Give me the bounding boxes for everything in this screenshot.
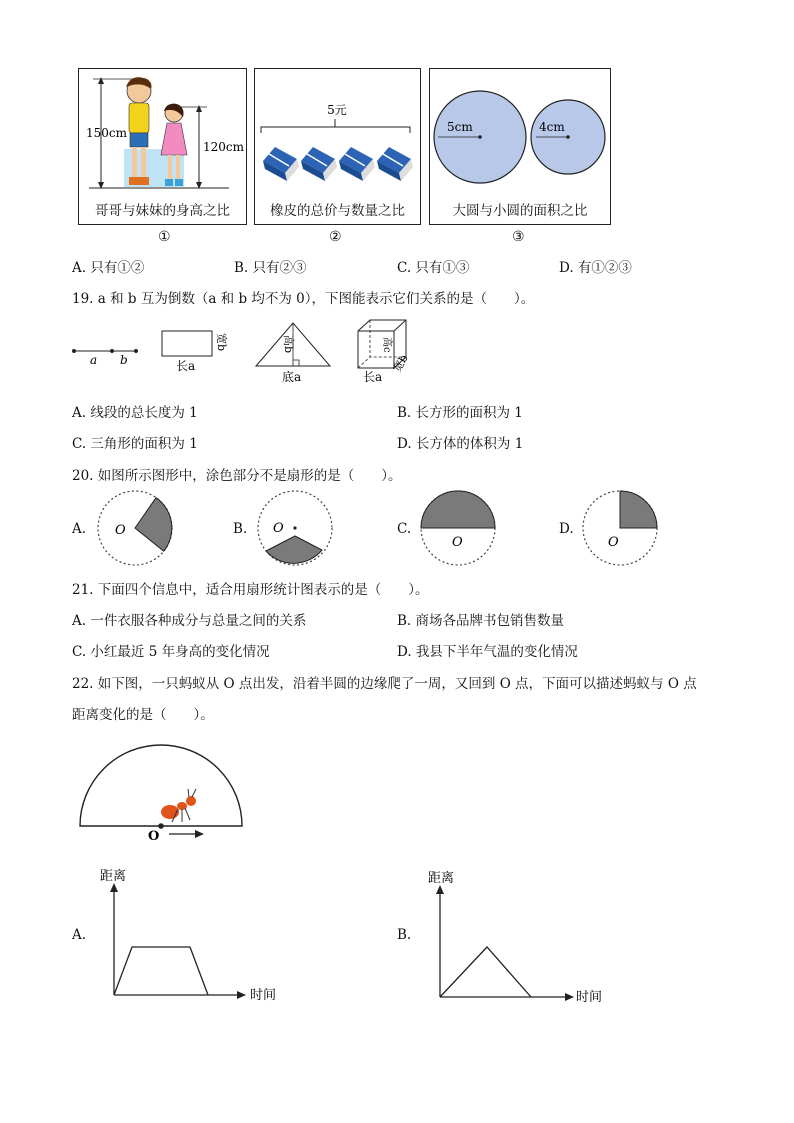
semicircle-figure [74,740,249,845]
graph-a-xlabel: 时间 [250,988,277,1003]
eraser-icon [301,147,337,181]
caption-2: 橡皮的总价与数量之比 [270,203,405,219]
q20-option-c[interactable]: C. [397,521,412,537]
q21-option-d[interactable]: D. 我县下半年气温的变化情况 [397,644,578,660]
figure-number-1: ① [158,229,171,245]
q19-option-b[interactable]: B. 长方形的面积为 1 [397,405,523,421]
q22-stem-line2: 距离变化的是（ ）。 [72,707,214,723]
radius-label-1: 5cm [447,120,473,134]
radius-label-2: 4cm [539,120,565,134]
q21-option-c[interactable]: C. 小红最近 5 年身高的变化情况 [72,644,270,660]
ant-icon [161,789,196,822]
q22-stem-line1: 22. 如下图，一只蚂蚁从 O 点出发，沿着半圆的边缘爬了一周，又回到 O 点，下面可以描述蚂蚁与 O 点 [72,676,697,692]
q20-figure-d [577,488,667,568]
q21-option-a[interactable]: A. 一件衣服各种成分与总量之间的关系 [72,613,307,629]
graph-a [96,864,286,1014]
q19-stem: 19. a 和 b 互为倒数（a 和 b 均不为 0），下图能表示它们关系的是（ ）。 [72,291,535,307]
center-label: O [608,535,619,550]
q20-option-a[interactable]: A. [72,521,87,537]
q18-option-c[interactable]: C. 只有①③ [397,260,470,276]
cuboid-length-label: 长a [363,370,383,384]
graph-b-ylabel: 距离 [428,871,455,886]
q20-figure-a [90,488,180,568]
origin-label: O [148,829,160,844]
q18-option-b[interactable]: B. 只有②③ [234,260,307,276]
rect-width-label: 宽b [215,333,228,352]
q19-option-c[interactable]: C. 三角形的面积为 1 [72,436,198,452]
q20-figure-c [415,488,505,568]
q22-option-a[interactable]: A. [72,927,87,943]
figure-height-ratio [78,68,247,225]
q19-option-a[interactable]: A. 线段的总长度为 1 [72,405,198,421]
q20-figure-b [250,488,340,568]
graph-b [424,866,614,1016]
center-label: O [273,521,284,536]
caption-1: 哥哥与妹妹的身高之比 [95,203,230,219]
center-label: O [452,535,463,550]
figure-eraser-ratio [254,68,421,225]
q19-option-d[interactable]: D. 长方体的体积为 1 [397,436,524,452]
height-label-1: 150cm [86,126,128,140]
q18-option-a[interactable]: A. 只有①② [72,260,145,276]
q19-figures [66,315,426,390]
cuboid-height-label: 高c [381,337,392,353]
q20-option-b[interactable]: B. [233,521,248,537]
q20-stem: 20. 如图所示图形中，涂色部分不是扇形的是（ ）。 [72,468,402,484]
rect-length-label: 长a [176,359,196,373]
graph-a-ylabel: 距离 [100,869,127,884]
figure-number-2: ② [329,229,342,245]
eraser-icon [339,147,375,181]
q20-option-d[interactable]: D. [559,521,574,537]
segment-label-b: b [120,353,128,367]
height-label-2: 120cm [203,140,245,154]
segment-label-a: a [90,353,98,367]
graph-b-xlabel: 时间 [576,990,603,1005]
q18-option-d[interactable]: D. 有①②③ [559,260,632,276]
cuboid-width-label: 宽b [390,352,411,375]
q22-option-b[interactable]: B. [397,927,412,943]
price-label: 5元 [327,103,347,117]
eraser-icon [377,147,413,181]
q21-option-b[interactable]: B. 商场各品牌书包销售数量 [397,613,565,629]
figure-number-3: ③ [512,229,525,245]
caption-3: 大圆与小圆的面积之比 [452,203,588,219]
figure-circle-ratio [429,68,611,225]
center-label: O [115,523,126,538]
triangle-height-label: 高b [282,335,295,354]
triangle-base-label: 底a [282,370,302,384]
q21-stem: 21. 下面四个信息中，适合用扇形统计图表示的是（ ）。 [72,582,429,598]
eraser-icon [263,147,299,181]
